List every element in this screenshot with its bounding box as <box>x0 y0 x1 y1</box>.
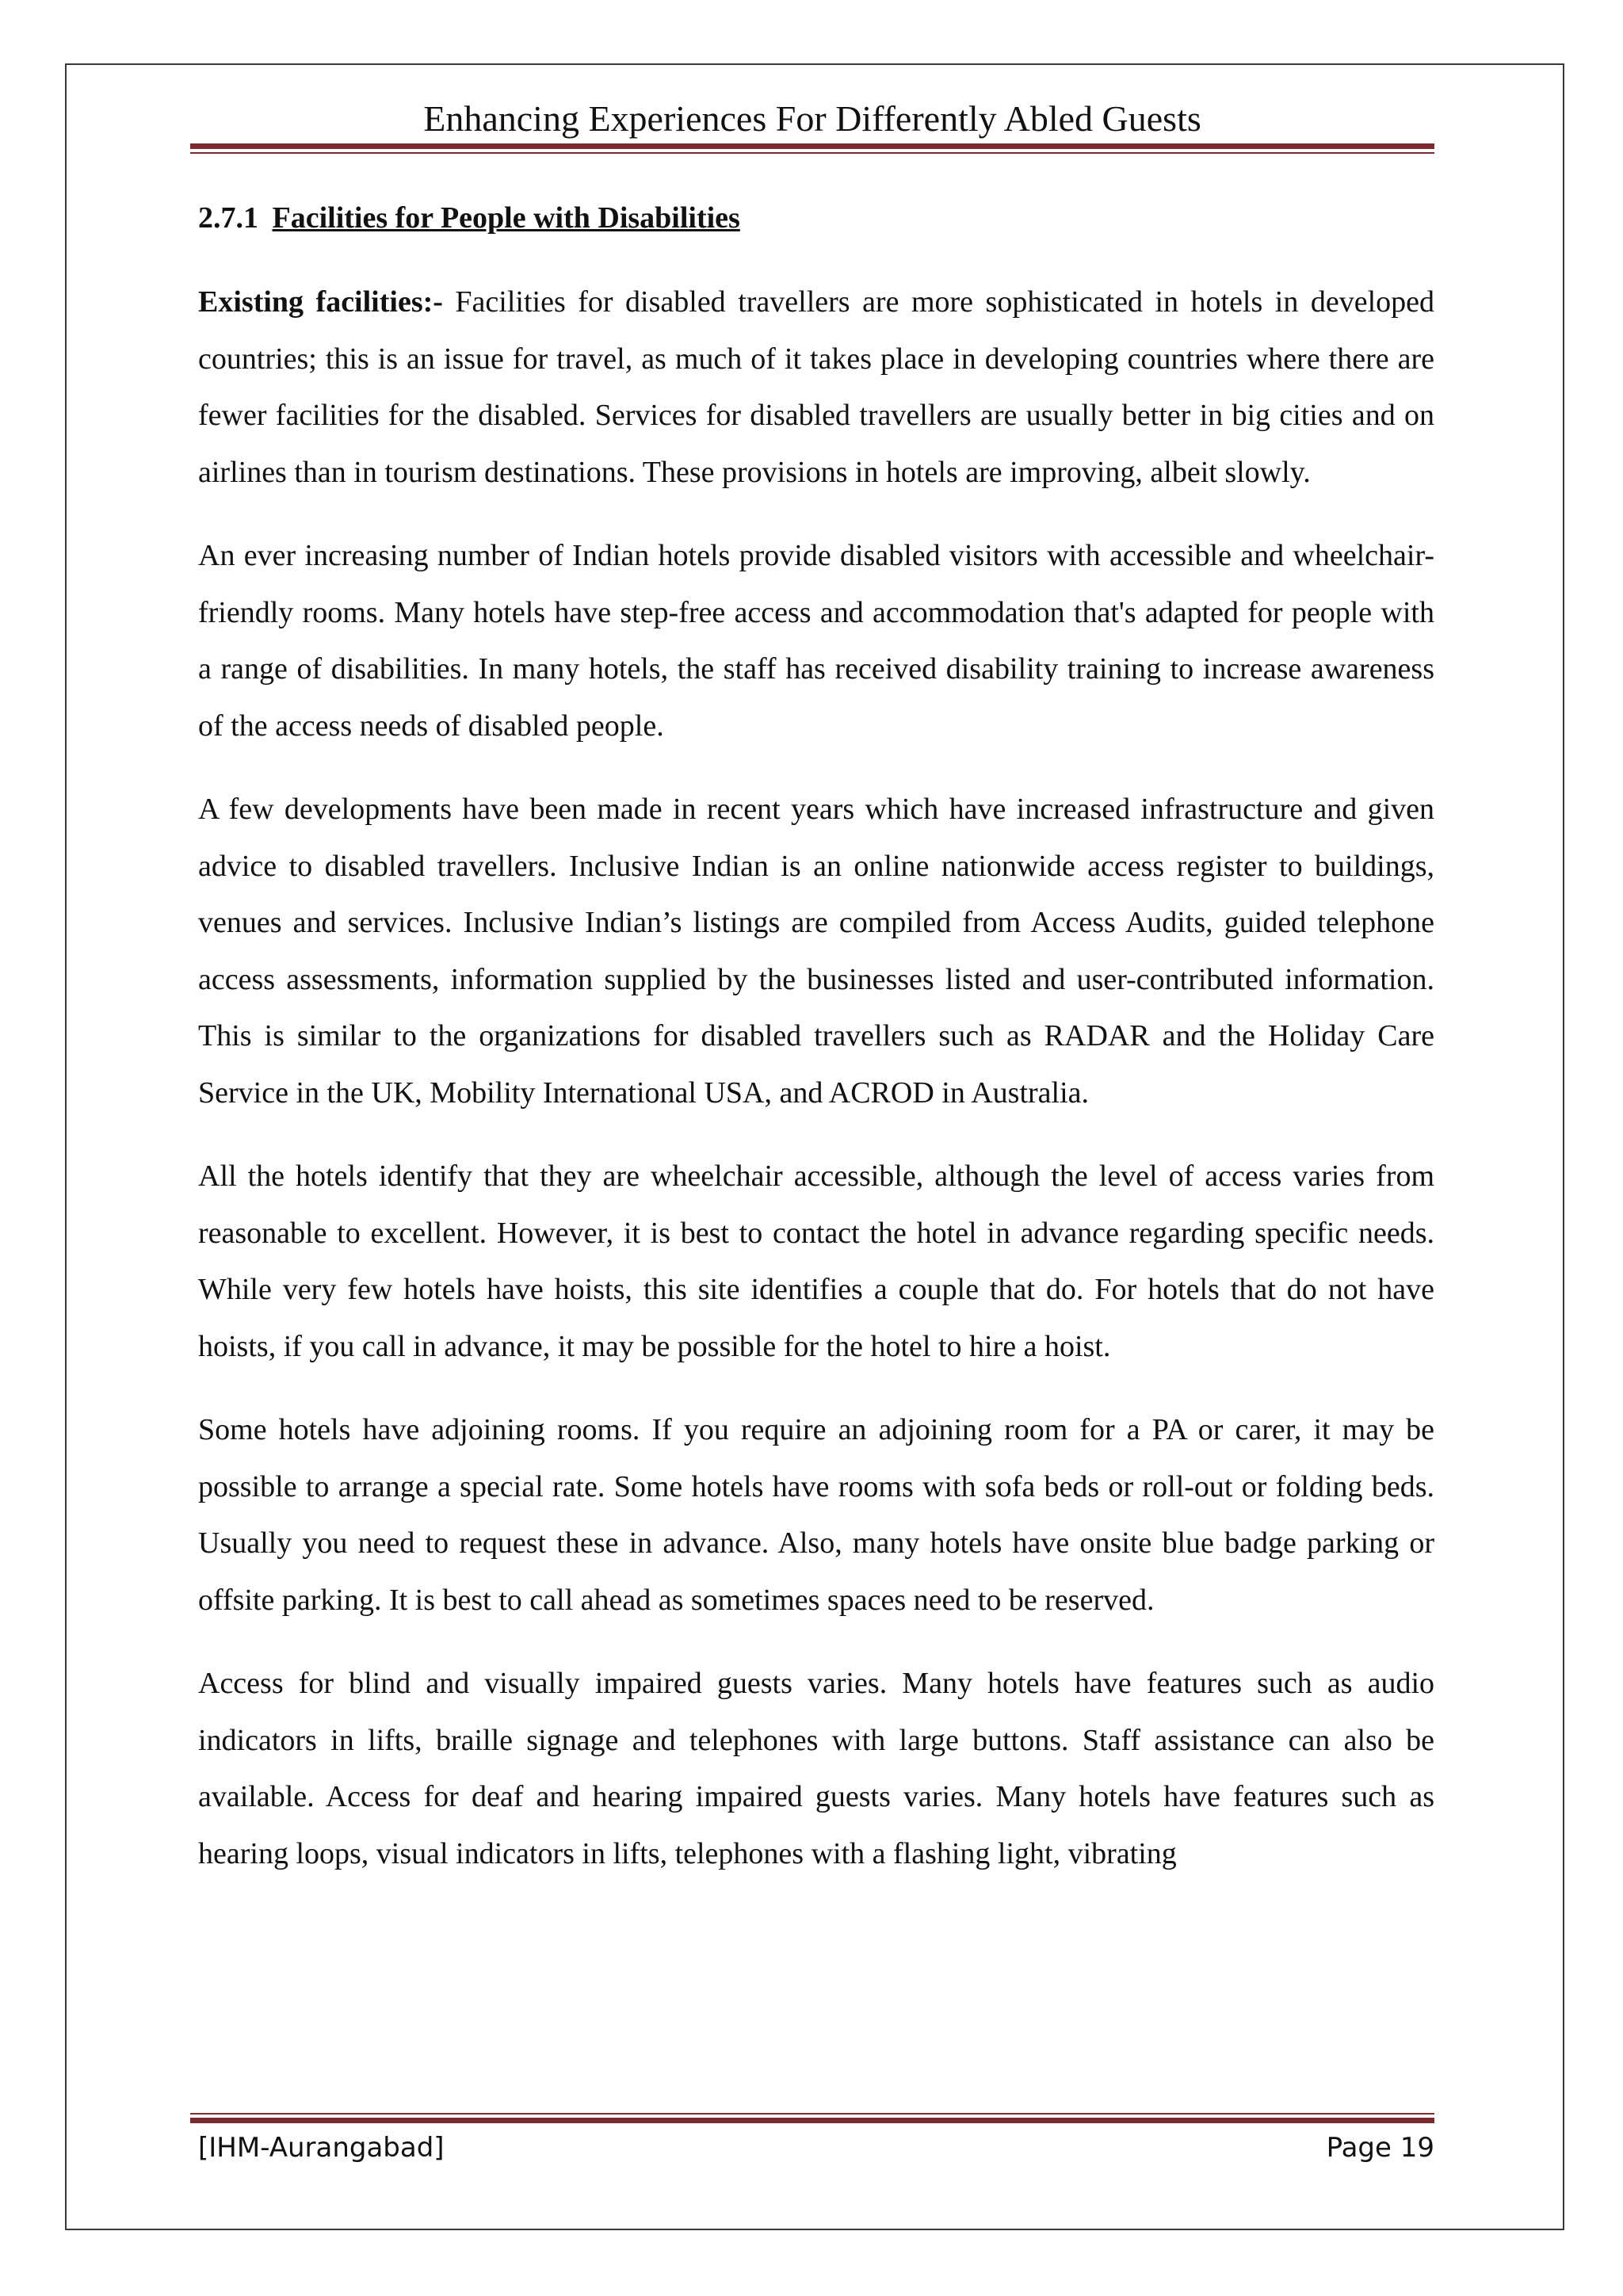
header-rule-thin <box>190 152 1434 154</box>
footer-rule-thick <box>190 2118 1434 2123</box>
paragraph: Access for blind and visually impaired guests varies. Many hotels have features such as audio indicators in lifts, braille signage and telephones with large buttons. Staff assistance can also be available. Access for deaf and hearing impaired guests varies. Many hotels have features such as hearing loops, visual indicators in lifts, telephones with a flashing light, vibrating <box>198 1667 1434 1870</box>
footer-institute: [IHM-Aurangabad] <box>198 2132 445 2164</box>
paragraph-text: Facilities for disabled travellers are more sophisticated in hotels in developed countries; this is an issue for travel, as much of it takes place in developing countries where there are fewer facilities for the disabled. Services for disabled travellers are usually better in big cities and on airlines than in tourism destinations. These provisions in hotels are improving, albeit slowly. <box>198 285 1434 489</box>
section-number: 2.7.1 <box>198 201 258 235</box>
section-heading <box>198 190 1434 246</box>
page-header-title: Enhancing Experiences For Differently Abled Guests <box>423 98 1201 139</box>
paragraph: A few developments have been made in recent years which have increased infrastructure and given advice to disabled travellers. Inclusive Indian is an online nationwide access register to buildings, venues and services. Inclusive Indian’s listings are compiled from Access Audits, guided telephone access assessments, information supplied by the businesses listed and user-contributed information. This is similar to the organizations for disabled travellers such as RADAR and the Holiday Care Service in the UK, Mobility International USA, and ACROD in Australia. <box>198 793 1434 1110</box>
page-number: Page 19 <box>1326 2132 1434 2164</box>
paragraph-lead: Existing facilities:- <box>198 285 443 319</box>
section-title: Facilities for People with Disabilities <box>272 201 740 235</box>
footer-rule-thin <box>190 2113 1434 2115</box>
paragraph: All the hotels identify that they are wheelchair accessible, although the level of access varies from reasonable to excellent. However, it is best to contact the hotel in advance regarding specific needs. While very few hotels have hoists, this site identifies a couple that do. For hotels that do not have hoists, if you call in advance, it may be possible for the hotel to hire a hoist. <box>198 1159 1434 1363</box>
page-body <box>198 190 1434 1909</box>
paragraph-existing-facilities <box>198 274 1434 501</box>
page-footer <box>198 2132 1434 2172</box>
paragraph: Some hotels have adjoining rooms. If you require an adjoining room for a PA or carer, it may be possible to arrange a special rate. Some hotels have rooms with sofa beds or roll-out or folding beds. Usually you need to request these in advance. Also, many hotels have onsite blue badge parking or offsite parking. It is best to call ahead as sometimes spaces need to be reserved. <box>198 1413 1434 1617</box>
paragraph: An ever increasing number of Indian hotels provide disabled visitors with accessible and wheelchair-friendly rooms. Many hotels have step-free access and accommodation that's adapted for people with a range of disabilities. In many hotels, the staff has received disability training to increase awareness of the access needs of disabled people. <box>198 539 1434 743</box>
header-rule-thick <box>190 143 1434 149</box>
